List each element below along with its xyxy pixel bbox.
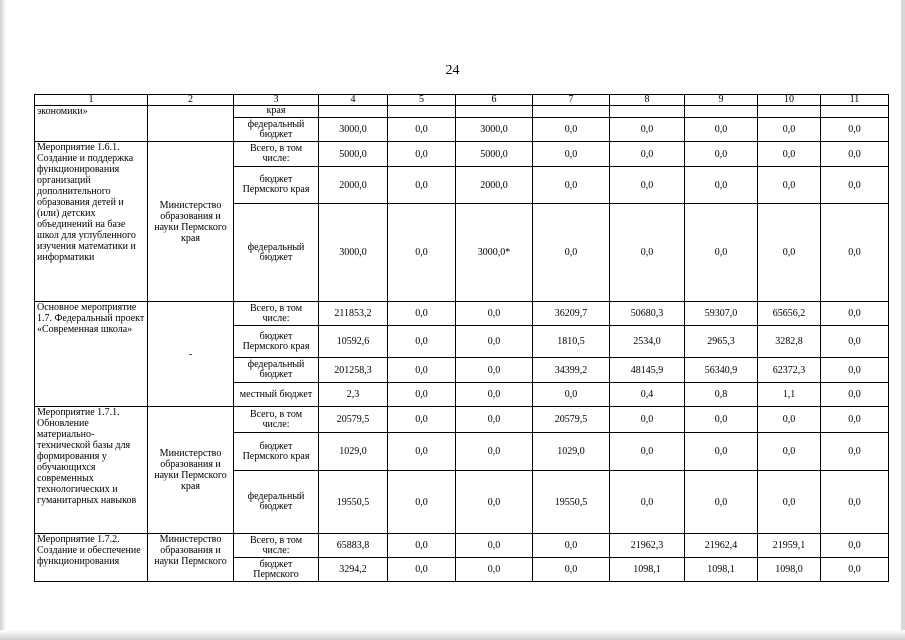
value-cell: 0,0 [388, 558, 456, 582]
value-cell: 1810,5 [533, 326, 610, 358]
value-cell [319, 106, 388, 118]
value-cell: 0,0 [456, 407, 533, 433]
value-cell: 0,0 [388, 118, 456, 142]
column-number: 3 [234, 95, 319, 106]
budget-table [34, 94, 889, 582]
value-cell: 0,0 [456, 471, 533, 534]
value-cell: 20579,5 [319, 407, 388, 433]
value-cell: 0,0 [821, 383, 889, 407]
funding-source-cell: края [234, 106, 319, 118]
value-cell: 0,0 [388, 471, 456, 534]
value-cell: 0,0 [685, 407, 758, 433]
column-number: 6 [456, 95, 533, 106]
value-cell: 5000,0 [319, 142, 388, 167]
value-cell: 2,3 [319, 383, 388, 407]
value-cell: 19550,5 [319, 471, 388, 534]
value-cell: 0,0 [821, 534, 889, 558]
value-cell: 0,0 [533, 142, 610, 167]
value-cell [821, 106, 889, 118]
value-cell: 0,0 [456, 326, 533, 358]
value-cell: 0,0 [685, 433, 758, 471]
value-cell: 0,0 [821, 326, 889, 358]
value-cell: 3294,2 [319, 558, 388, 582]
value-cell: 0,0 [685, 142, 758, 167]
value-cell: 0,0 [610, 433, 685, 471]
executor-cell: Министерство образования и науки Пермского края [148, 142, 234, 302]
value-cell: 0,0 [821, 118, 889, 142]
measure-name-cell: Мероприятие 1.6.1. Создание и поддержка функционирования организаций дополнительного образования детей и (или) детских объединений на базе школ для углубленного изучения математики и информатики [35, 142, 148, 302]
value-cell: 0,0 [821, 433, 889, 471]
value-cell: 3282,8 [758, 326, 821, 358]
value-cell: 0,0 [685, 118, 758, 142]
value-cell: 0,8 [685, 383, 758, 407]
column-number: 4 [319, 95, 388, 106]
value-cell: 0,0 [456, 302, 533, 326]
value-cell: 0,0 [758, 471, 821, 534]
value-cell: 0,0 [758, 167, 821, 204]
value-cell: 0,0 [610, 118, 685, 142]
value-cell: 19550,5 [533, 471, 610, 534]
value-cell: 0,0 [821, 407, 889, 433]
value-cell: 62372,3 [758, 358, 821, 383]
value-cell: 0,0 [821, 167, 889, 204]
executor-cell: Министерство образования и науки Пермского края [148, 407, 234, 534]
value-cell: 0,0 [821, 302, 889, 326]
scan-left-shadow [0, 0, 6, 640]
value-cell: 3000,0 [319, 204, 388, 302]
value-cell: 0,0 [821, 358, 889, 383]
value-cell: 34399,2 [533, 358, 610, 383]
column-number: 11 [821, 95, 889, 106]
value-cell: 0,0 [821, 471, 889, 534]
value-cell: 0,0 [610, 204, 685, 302]
value-cell [533, 106, 610, 118]
value-cell: 0,0 [821, 142, 889, 167]
table-row [35, 106, 889, 118]
column-number: 9 [685, 95, 758, 106]
funding-source-cell: федеральный бюджет [234, 204, 319, 302]
value-cell: 0,0 [533, 383, 610, 407]
executor-cell [148, 106, 234, 142]
value-cell: 65656,2 [758, 302, 821, 326]
measure-name-cell: экономики» [35, 106, 148, 142]
scan-right-edge [901, 0, 905, 640]
value-cell: 2534,0 [610, 326, 685, 358]
value-cell: 0,0 [821, 204, 889, 302]
value-cell: 0,0 [388, 167, 456, 204]
value-cell: 0,0 [456, 558, 533, 582]
value-cell: 1029,0 [533, 433, 610, 471]
value-cell: 0,4 [610, 383, 685, 407]
value-cell: 3000,0 [456, 118, 533, 142]
table-row [35, 142, 889, 167]
value-cell: 0,0 [758, 407, 821, 433]
value-cell: 50680,3 [610, 302, 685, 326]
value-cell: 0,0 [456, 433, 533, 471]
value-cell: 0,0 [758, 204, 821, 302]
value-cell: 2000,0 [319, 167, 388, 204]
funding-source-cell: бюджет Пермского края [234, 433, 319, 471]
value-cell: 0,0 [758, 433, 821, 471]
value-cell: 10592,6 [319, 326, 388, 358]
value-cell: 59307,0 [685, 302, 758, 326]
measure-name-cell: Мероприятие 1.7.2. Создание и обеспечение функционирования [35, 534, 148, 582]
value-cell: 1029,0 [319, 433, 388, 471]
value-cell: 0,0 [388, 204, 456, 302]
value-cell [388, 106, 456, 118]
value-cell: 0,0 [388, 142, 456, 167]
page-number: 24 [445, 63, 460, 78]
measure-name-cell: Основное мероприятие 1.7. Федеральный проект «Современная школа» [35, 302, 148, 407]
scan-bottom-shadow [0, 630, 905, 640]
funding-source-cell: Всего, в том числе: [234, 534, 319, 558]
value-cell: 21959,1 [758, 534, 821, 558]
funding-source-cell: бюджет Пермского края [234, 167, 319, 204]
value-cell: 3000,0* [456, 204, 533, 302]
value-cell: 3000,0 [319, 118, 388, 142]
value-cell: 0,0 [821, 558, 889, 582]
value-cell: 0,0 [685, 167, 758, 204]
value-cell: 0,0 [388, 383, 456, 407]
value-cell: 0,0 [533, 558, 610, 582]
column-number: 7 [533, 95, 610, 106]
value-cell: 1098,1 [610, 558, 685, 582]
funding-source-cell: местный бюджет [234, 383, 319, 407]
value-cell: 0,0 [685, 471, 758, 534]
value-cell: 36209,7 [533, 302, 610, 326]
value-cell: 65883,8 [319, 534, 388, 558]
column-number: 10 [758, 95, 821, 106]
value-cell: 0,0 [456, 358, 533, 383]
value-cell: 2965,3 [685, 326, 758, 358]
value-cell: 1098,0 [758, 558, 821, 582]
funding-source-cell: федеральный бюджет [234, 358, 319, 383]
value-cell [610, 106, 685, 118]
value-cell: 0,0 [610, 407, 685, 433]
measure-name-cell: Мероприятие 1.7.1. Обновление материально-технической базы для формирования у обучающихся современных технологических и гуманитарных навыков [35, 407, 148, 534]
value-cell: 201258,3 [319, 358, 388, 383]
value-cell: 0,0 [685, 204, 758, 302]
column-number-row [35, 95, 889, 106]
funding-source-cell: бюджет Пермского [234, 558, 319, 582]
value-cell: 0,0 [456, 383, 533, 407]
value-cell: 0,0 [610, 167, 685, 204]
value-cell [685, 106, 758, 118]
table-row [35, 407, 889, 433]
value-cell: 0,0 [388, 534, 456, 558]
value-cell: 0,0 [388, 407, 456, 433]
value-cell: 0,0 [388, 326, 456, 358]
value-cell: 1098,1 [685, 558, 758, 582]
value-cell: 48145,9 [610, 358, 685, 383]
column-number: 2 [148, 95, 234, 106]
value-cell: 0,0 [533, 534, 610, 558]
value-cell: 0,0 [388, 358, 456, 383]
table-row [35, 302, 889, 326]
value-cell: 56340,9 [685, 358, 758, 383]
funding-source-cell: федеральный бюджет [234, 118, 319, 142]
value-cell: 0,0 [758, 142, 821, 167]
funding-source-cell: Всего, в том числе: [234, 302, 319, 326]
value-cell: 0,0 [533, 118, 610, 142]
value-cell: 0,0 [758, 118, 821, 142]
value-cell: 1,1 [758, 383, 821, 407]
value-cell: 21962,4 [685, 534, 758, 558]
executor-cell: Министерство образования и науки Пермского [148, 534, 234, 582]
column-number: 8 [610, 95, 685, 106]
value-cell: 5000,0 [456, 142, 533, 167]
value-cell: 2000,0 [456, 167, 533, 204]
column-number: 1 [35, 95, 148, 106]
executor-cell: - [148, 302, 234, 407]
funding-source-cell: Всего, в том числе: [234, 407, 319, 433]
value-cell [758, 106, 821, 118]
value-cell [456, 106, 533, 118]
value-cell: 211853,2 [319, 302, 388, 326]
value-cell: 0,0 [610, 142, 685, 167]
value-cell: 0,0 [388, 433, 456, 471]
value-cell: 0,0 [533, 204, 610, 302]
funding-source-cell: бюджет Пермского края [234, 326, 319, 358]
value-cell: 21962,3 [610, 534, 685, 558]
value-cell: 0,0 [456, 534, 533, 558]
funding-source-cell: федеральный бюджет [234, 471, 319, 534]
funding-source-cell: Всего, в том числе: [234, 142, 319, 167]
column-number: 5 [388, 95, 456, 106]
value-cell: 0,0 [533, 167, 610, 204]
value-cell: 0,0 [610, 471, 685, 534]
value-cell: 0,0 [388, 302, 456, 326]
value-cell: 20579,5 [533, 407, 610, 433]
table-row [35, 534, 889, 558]
